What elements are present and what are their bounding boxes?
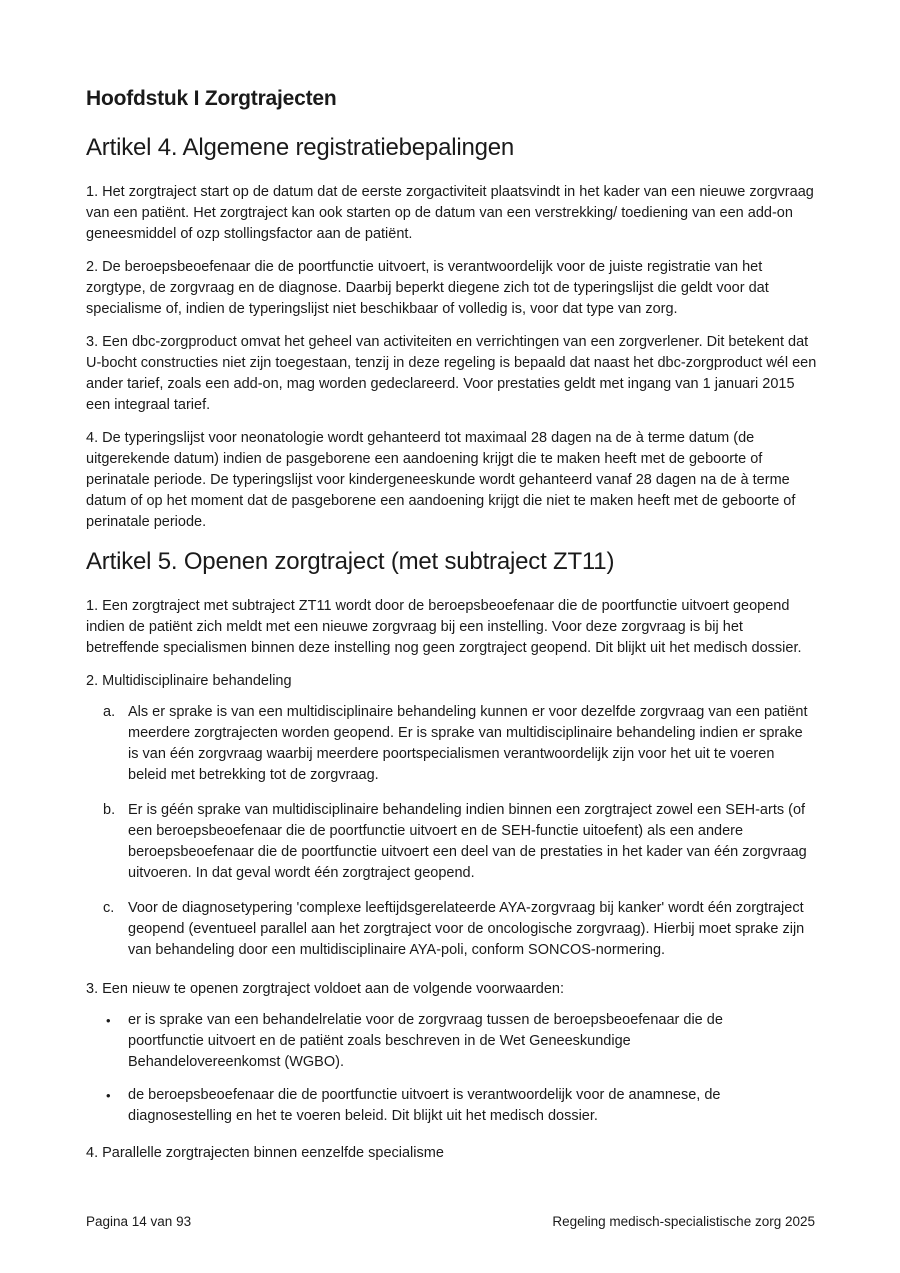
page-footer [86,1213,815,1230]
bullet-item-2-text: de beroepsbeoefenaar die de poortfunctie uitvoert is verantwoordelijk voor de anamnese, de diagnosestelling en het te voeren beleid. Dit blijkt uit het medisch dossier. [128,1087,721,1124]
artikel5-paragraph-2-intro: 2. Multidisciplinaire behandeling [86,673,292,689]
bullet-list [86,1010,817,1127]
bullet-icon: • [106,1013,111,1028]
artikel4-paragraph-2: 2. De beroepsbeoefenaar die de poortfunctie uitvoert, is verantwoordelijk voor de juiste registratie van het zorgtype, de zorgvraag en de diagnose. Daarbij beperkt diegene zich tot de typeringslijst die geldt voor dat specialisme of, indien de typeringslijst niet beschikbaar of volledig is, voor dat type van zorg. [86,259,769,317]
bullet-item-2 [106,1085,817,1127]
artikel5-paragraph-4: 4. Parallelle zorgtrajecten binnen eenzelfde specialisme [86,1145,444,1161]
list-item-b-text: Er is géén sprake van multidisciplinaire behandeling indien binnen een zorgtraject zowel een SEH-arts (of een beroepsbeoefenaar die de poortfunctie uitvoert en de SEH-functie uitoefent) als een andere beroepsbeoefenaar die de poortfunctie uitvoert een deel van de prestaties in het kader van één zorgvraag uitvoeren. In dat geval wordt één zorgtraject geopend. [128,802,807,881]
lettered-list [86,702,817,961]
artikel4-paragraph-4: 4. De typeringslijst voor neonatologie wordt gehanteerd tot maximaal 28 dagen na de à terme datum (de uitgerekende datum) indien de pasgeborene een aandoening krijgt die te maken heeft met de geboorte of perinatale periode. De typeringslijst voor kindergeneeskunde wordt gehanteerd vanaf 28 dagen na de à terme datum of op het moment dat de pasgeborene een aandoening krijgt die niet te maken heeft met de geboorte of perinatale periode. [86,430,796,530]
artikel5-paragraph-1: 1. Een zorgtraject met subtraject ZT11 wordt door de beroepsbeoefenaar die de poortfunctie uitvoert geopend indien de patiënt zich meldt met een nieuwe zorgvraag bij een instelling. Voor deze zorgvraag is bij het betreffende specialismen binnen deze instelling nog geen zorgtraject geopend. Dit blijkt uit het medisch dossier. [86,598,802,656]
list-item-c-text: Voor de diagnosetypering 'complexe leeftijdsgerelateerde AYA-zorgvraag bij kanker' wordt één zorgtraject geopend (eventueel parallel aan het zorgtraject voor de oncologische zorgvraag). Hierbij moet sprake zijn van behandeling door een multidisciplinaire AYA-poli, conform SONCOS-normering. [128,900,805,958]
list-marker-a: a. [103,704,116,720]
artikel5-heading: Artikel 5. Openen zorgtraject (met subtraject ZT11) [86,548,615,575]
list-item-a-text: Als er sprake is van een multidisciplinaire behandeling kunnen er voor dezelfde zorgvraag van een patiënt meerdere zorgtrajecten worden geopend. Er is sprake van multidisciplinaire behandeling indien er sprake is van één zorgvraag waarbij meerdere poortspecialismen verantwoordelijk zijn voor het uit te voeren beleid met betrekking tot de zorgvraag. [128,704,808,783]
list-marker-b: b. [103,802,116,818]
bullet-item-1 [106,1010,817,1073]
artikel4-heading: Artikel 4. Algemene registratiebepalingen [86,134,515,161]
artikel5-paragraph-3-intro: 3. Een nieuw te openen zorgtraject voldoet aan de volgende voorwaarden: [86,981,565,997]
page-content [86,86,817,1174]
page-number: Pagina 14 van 93 [86,1214,192,1229]
list-item-b [103,800,817,884]
bullet-icon: • [106,1088,111,1103]
list-item-c [103,898,817,961]
chapter-title: Hoofdstuk I Zorgtrajecten [86,87,337,110]
bullet-item-1-text: er is sprake van een behandelrelatie voor de zorgvraag tussen de beroepsbeoefenaar die de poortfunctie uitvoert en de patiënt zoals beschreven in de Wet Geneeskundige Behandelovereenkomst (WGBO). [128,1012,723,1070]
artikel4-paragraph-3: 3. Een dbc-zorgproduct omvat het geheel van activiteiten en verrichtingen van een zorgverlener. Dit betekent dat U-bocht constructies niet zijn toegestaan, tenzij in deze regeling is bepaald dat naast het dbc-zorgproduct wél een ander tarief, zoals een add-on, mag worden gedeclareerd. Voor prestaties geldt met ingang van 1 januari 2015 een integraal tarief. [86,334,817,413]
list-item-a [103,702,817,786]
list-marker-c: c. [103,900,115,916]
document-title: Regeling medisch-specialistische zorg 2025 [552,1214,815,1229]
artikel4-paragraph-1: 1. Het zorgtraject start op de datum dat de eerste zorgactiviteit plaatsvindt in het kader van een nieuwe zorgvraag van een patiënt. Het zorgtraject kan ook starten op de datum van een verstrekking/ toediening van een add-on geneesmiddel of ozp stollingsfactor aan de patiënt. [86,184,814,242]
